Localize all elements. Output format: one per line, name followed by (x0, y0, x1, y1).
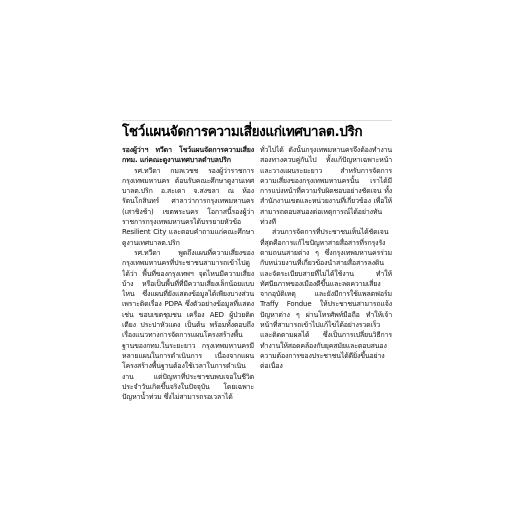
article-paragraph: รองผู้ว่าฯ ทวีดา โชว์แผนจัดการความเสี่ยง กทม. แก่คณะดูงานเทศบาลตำบลปริก (122, 146, 254, 165)
article-paragraph: รศ.ทวีดา พูดถึงแผนที่ความเสี่ยงของกรุงเทพมหานครที่ประชาชนสามารถเข้าไปดูได้ว่า พื้นที่ของกรุงเทพฯ จุดไหนมีความเสี่ยงบ้าง หรือเป็นพื้นที่ที่มีความเสี่ยงเล็กน้อยแบบไหน ซึ่งแผนที่ยังแสดงข้อมูลได้เพียงบางส่วนเพราะติดเรื่อง PDPA ซึ่งตัวอย่างข้อมูลที่แสดง เช่น ขอบเขตชุมชน เครื่อง AED ผู้ป่วยติดเตียง ประปาหัวแดง เป็นต้น พร้อมทั้งตอบถึงเรื่องแนวทางการจัดการแผนโครงสร้างพื้นฐานของกทม.ในระยะยาว กรุงเทพมหานครมีหลายแผนในการดำเนินการ เนื่องจากแผนโครงสร้างพื้นฐานต้องใช้เวลาในการดำเนินงาน แต่ปัญหาที่ประชาชนพบเจอในชีวิตประจำวันเกิดขึ้นจริงในปัจจุบัน โดยเฉพาะปัญหาน้ำท่วม ซึ่งไม่สามารถรอเวลาได้ (122, 248, 254, 402)
article-body (122, 145, 392, 416)
left-column (122, 145, 254, 416)
article-paragraph: ทั่วไปได้ ดังนั้นกรุงเทพมหานครจึงต้องทำงานสองทางควบคู่กันไป ทั้งแก้ปัญหาเฉพาะหน้าและวางแผนระยะยาว สำหรับการจัดการความเสี่ยงของกรุงเทพมหานครนั้น เราได้มีการแบ่งหน้าที่ความรับผิดชอบอย่างชัดเจน ทั้งสำนักงานเขตและหน่วยงานที่เกี่ยวข้อง เพื่อให้สามารถตอบสนองต่อเหตุการณ์ได้อย่างทันท่วงที (260, 146, 392, 227)
article-paragraph: ส่วนการจัดการที่ประชาชนเห็นได้ชัดเจนที่สุดคือการแก้ไขปัญหาสายสื่อสารที่รกรุงรังตามถนนสายต่าง ๆ ซึ่งกรุงเทพมหานครร่วมกับหน่วยงานที่เกี่ยวข้องนำสายสื่อสารลงดินและจัดระเบียบสายที่ไม่ได้ใช้งาน ทำให้ทัศนียภาพของเมืองดีขึ้นและลดความเสี่ยงจากอุบัติเหตุ และยังมีการใช้แพลตฟอร์ม Traffy Fondue ให้ประชาชนสามารถแจ้งปัญหาต่าง ๆ ผ่านโทรศัพท์มือถือ ทำให้เจ้าหน้าที่สามารถเข้าไปแก้ไขได้อย่างรวดเร็วและติดตามผลได้ ซึ่งเป็นการเปลี่ยนวิธีการทำงานให้สอดคล้องกับยุคสมัยและตอบสนองความต้องการของประชาชนได้ดียิ่งขึ้นอย่างต่อเนื่อง (260, 228, 392, 371)
newspaper-clipping (122, 120, 392, 416)
top-rule (122, 120, 392, 121)
article-paragraph: รศ.ทวีดา กมลเวชช รองผู้ว่าราชการกรุงเทพมหานคร ต้อนรับคณะศึกษาดูงานเทศบาลต.ปริก อ.สะเดา จ.สงขลา ณ ห้องรัตนโกสินทร์ ศาลาว่าการกรุงเทพมหานคร (เสาชิงช้า) เขตพระนคร โอกาสนี้รองผู้ว่าราชการกรุงเทพมหานครได้บรรยายหัวข้อ Resilient City และตอบคำถามแก่คณะศึกษาดูงานเทศบาลต.ปริก (122, 166, 254, 247)
headline: โชว์แผนจัดการความเสี่ยงแก่เทศบาลต.ปริก (122, 124, 363, 140)
right-column (260, 145, 392, 416)
